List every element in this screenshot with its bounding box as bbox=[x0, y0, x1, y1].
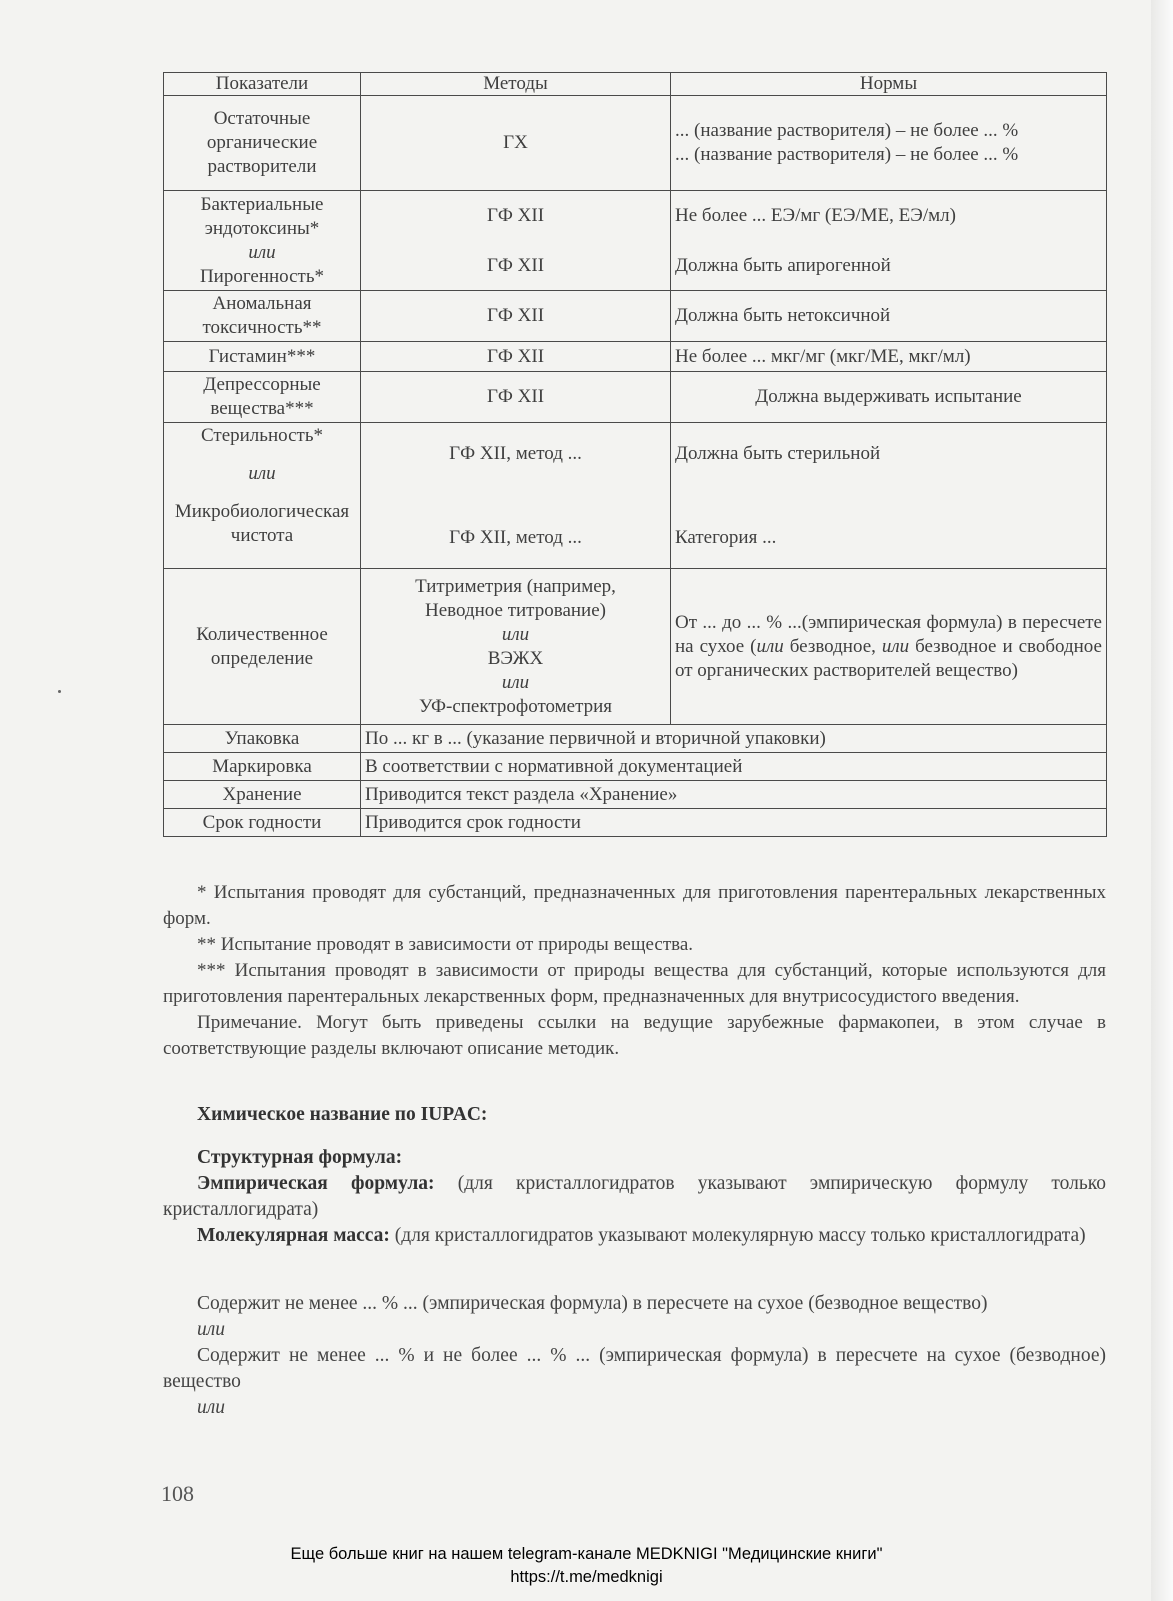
method-text: ГФ XII, метод ... bbox=[449, 442, 582, 464]
structural-heading: Структурная формула: bbox=[197, 1147, 403, 1168]
or-text: или bbox=[197, 1397, 226, 1418]
value-cell: По ... кг в ... (указание первичной и вторичной упаковки) bbox=[361, 725, 1107, 753]
method-text: ГФ XII bbox=[486, 254, 545, 276]
method-cell bbox=[361, 191, 671, 291]
table-row bbox=[164, 191, 1107, 291]
indicator-cell: Остаточные органические растворители bbox=[164, 96, 361, 191]
empirical-paragraph bbox=[163, 1171, 1106, 1223]
method-text: ВЭЖХ bbox=[487, 647, 544, 669]
indicator-text: Пирогенность* bbox=[199, 265, 325, 287]
value-cell: Приводится текст раздела «Хранение» bbox=[361, 781, 1107, 809]
or-text: или bbox=[756, 635, 784, 657]
specification-table bbox=[163, 72, 1107, 837]
indicator-cell: Маркировка bbox=[164, 753, 361, 781]
norm-text: Должна быть стерильной bbox=[675, 442, 881, 464]
table-row bbox=[164, 423, 1107, 569]
footnotes bbox=[163, 880, 1106, 1062]
norm-cell: Должна быть нетоксичной bbox=[671, 291, 1107, 342]
empirical-label: Эмпирическая формула: bbox=[197, 1173, 435, 1194]
telegram-link[interactable]: https://t.me/medknigi bbox=[510, 1568, 663, 1586]
norm-cell bbox=[671, 423, 1107, 569]
method-cell: ГФ XII bbox=[361, 342, 671, 372]
content-paragraph: Содержит не менее ... % и не более ... % ... (эмпирическая формула) в пересчете на сухое (безводное) вещество bbox=[163, 1345, 1106, 1392]
table-row bbox=[164, 342, 1107, 372]
indicator-cell bbox=[164, 423, 361, 569]
content-block bbox=[163, 1291, 1106, 1421]
norm-cell bbox=[671, 191, 1107, 291]
table-row bbox=[164, 372, 1107, 423]
indicator-cell: Количественное определение bbox=[164, 569, 361, 725]
norm-text: От ... до ... % ...(эмпирическая формула) в пересчете на сухое ( bbox=[675, 611, 1102, 657]
table-row bbox=[164, 569, 1107, 725]
method-cell bbox=[361, 569, 671, 725]
norm-text: Категория ... bbox=[675, 526, 777, 548]
indicator-cell: Срок годности bbox=[164, 809, 361, 837]
norm-cell: Не более ... мкг/мг (мкг/МЕ, мкг/мл) bbox=[671, 342, 1107, 372]
or-text: или bbox=[197, 1319, 226, 1340]
page-binding-shadow bbox=[1151, 0, 1173, 1601]
table-header-row bbox=[164, 73, 1107, 96]
or-text: или bbox=[881, 635, 910, 657]
footnote: ** Испытание проводят в зависимости от природы вещества. bbox=[197, 934, 694, 955]
table-row bbox=[164, 96, 1107, 191]
norm-cell bbox=[671, 569, 1107, 725]
indicator-cell: Гистамин*** bbox=[164, 342, 361, 372]
content-paragraph: Содержит не менее ... % ... (эмпирическая формула) в пересчете на сухое (безводное вещество) bbox=[197, 1293, 988, 1314]
method-text: УФ-спектрофотометрия bbox=[418, 695, 613, 717]
iupac-block bbox=[163, 1102, 1106, 1128]
or-text: или bbox=[501, 623, 530, 645]
norm-cell: Должна выдерживать испытание bbox=[671, 372, 1107, 423]
or-text: или bbox=[501, 671, 530, 693]
method-cell: ГФ XII bbox=[361, 372, 671, 423]
indicator-text: Бактериальные эндотоксины* bbox=[200, 193, 324, 239]
formula-block bbox=[163, 1145, 1106, 1249]
telegram-banner: Еще больше книг на нашем telegram-канале MEDKNIGI "Медицинские книги" bbox=[290, 1545, 883, 1563]
indicator-cell: Упаковка bbox=[164, 725, 361, 753]
mass-label: Молекулярная масса: bbox=[197, 1225, 390, 1246]
scan-speck bbox=[58, 690, 61, 693]
mass-paragraph bbox=[163, 1223, 1106, 1249]
page-number: 108 bbox=[161, 1481, 194, 1506]
or-text: или bbox=[248, 463, 276, 484]
table-row bbox=[164, 725, 1107, 753]
method-cell: ГФ XII bbox=[361, 291, 671, 342]
indicator-text: Стерильность* bbox=[200, 425, 323, 446]
indicator-text: Микробиологическая чистота bbox=[174, 501, 350, 546]
note: Примечание. Могут быть приведены ссылки на ведущие зарубежные фармакопеи, в этом случае в соответствующие разделы включают описание методик. bbox=[163, 1012, 1106, 1059]
or-text: или bbox=[248, 241, 276, 263]
method-text: ГФ XII, метод ... bbox=[449, 526, 582, 548]
header-indicators: Показатели bbox=[164, 73, 361, 96]
indicator-cell: Депрессорные вещества*** bbox=[164, 372, 361, 423]
footnote: *** Испытания проводят в зависимости от природы вещества для субстанций, которые используются для приготовления парентеральных лекарственных форм, предназначенных для внутрисосудистого введения. bbox=[163, 960, 1106, 1007]
norm-text: Должна быть апирогенной bbox=[675, 254, 891, 276]
mass-text: (для кристаллогидратов указывают молекулярную массу только кристаллогидрата) bbox=[389, 1225, 1086, 1246]
norm-text: ... (название растворителя) – не более ... % bbox=[675, 120, 1019, 141]
method-text: Неводное титрование) bbox=[425, 599, 606, 621]
table-row bbox=[164, 753, 1107, 781]
value-cell: Приводится срок годности bbox=[361, 809, 1107, 837]
method-text: Титриметрия (например, bbox=[415, 575, 616, 597]
value-cell: В соответствии с нормативной документацией bbox=[361, 753, 1107, 781]
method-cell bbox=[361, 423, 671, 569]
norm-text: безводное и свободное от органических растворителей вещество) bbox=[675, 635, 1102, 681]
method-text: ГФ XII bbox=[486, 204, 545, 226]
norm-text: Не более ... ЕЭ/мг (ЕЭ/МЕ, ЕЭ/мл) bbox=[675, 204, 956, 226]
iupac-heading: Химическое название по IUPAC: bbox=[197, 1104, 488, 1125]
empirical-text: (для кристаллогидратов указывают эмпирическую формулу только кристаллогидрата) bbox=[163, 1173, 1106, 1220]
table-row bbox=[164, 781, 1107, 809]
norm-text: безводное, bbox=[783, 635, 882, 657]
header-methods: Методы bbox=[361, 73, 671, 96]
table-row bbox=[164, 809, 1107, 837]
norm-text: ... (название растворителя) – не более ... % bbox=[675, 144, 1019, 165]
method-cell: ГХ bbox=[361, 96, 671, 191]
norm-cell bbox=[671, 96, 1107, 191]
table-row bbox=[164, 291, 1107, 342]
footnote: * Испытания проводят для субстанций, предназначенных для приготовления парентеральных лекарственных форм. bbox=[163, 882, 1106, 929]
indicator-cell: Хранение bbox=[164, 781, 361, 809]
header-norms: Нормы bbox=[671, 73, 1107, 96]
indicator-cell bbox=[164, 191, 361, 291]
indicator-cell: Аномальная токсичность** bbox=[164, 291, 361, 342]
